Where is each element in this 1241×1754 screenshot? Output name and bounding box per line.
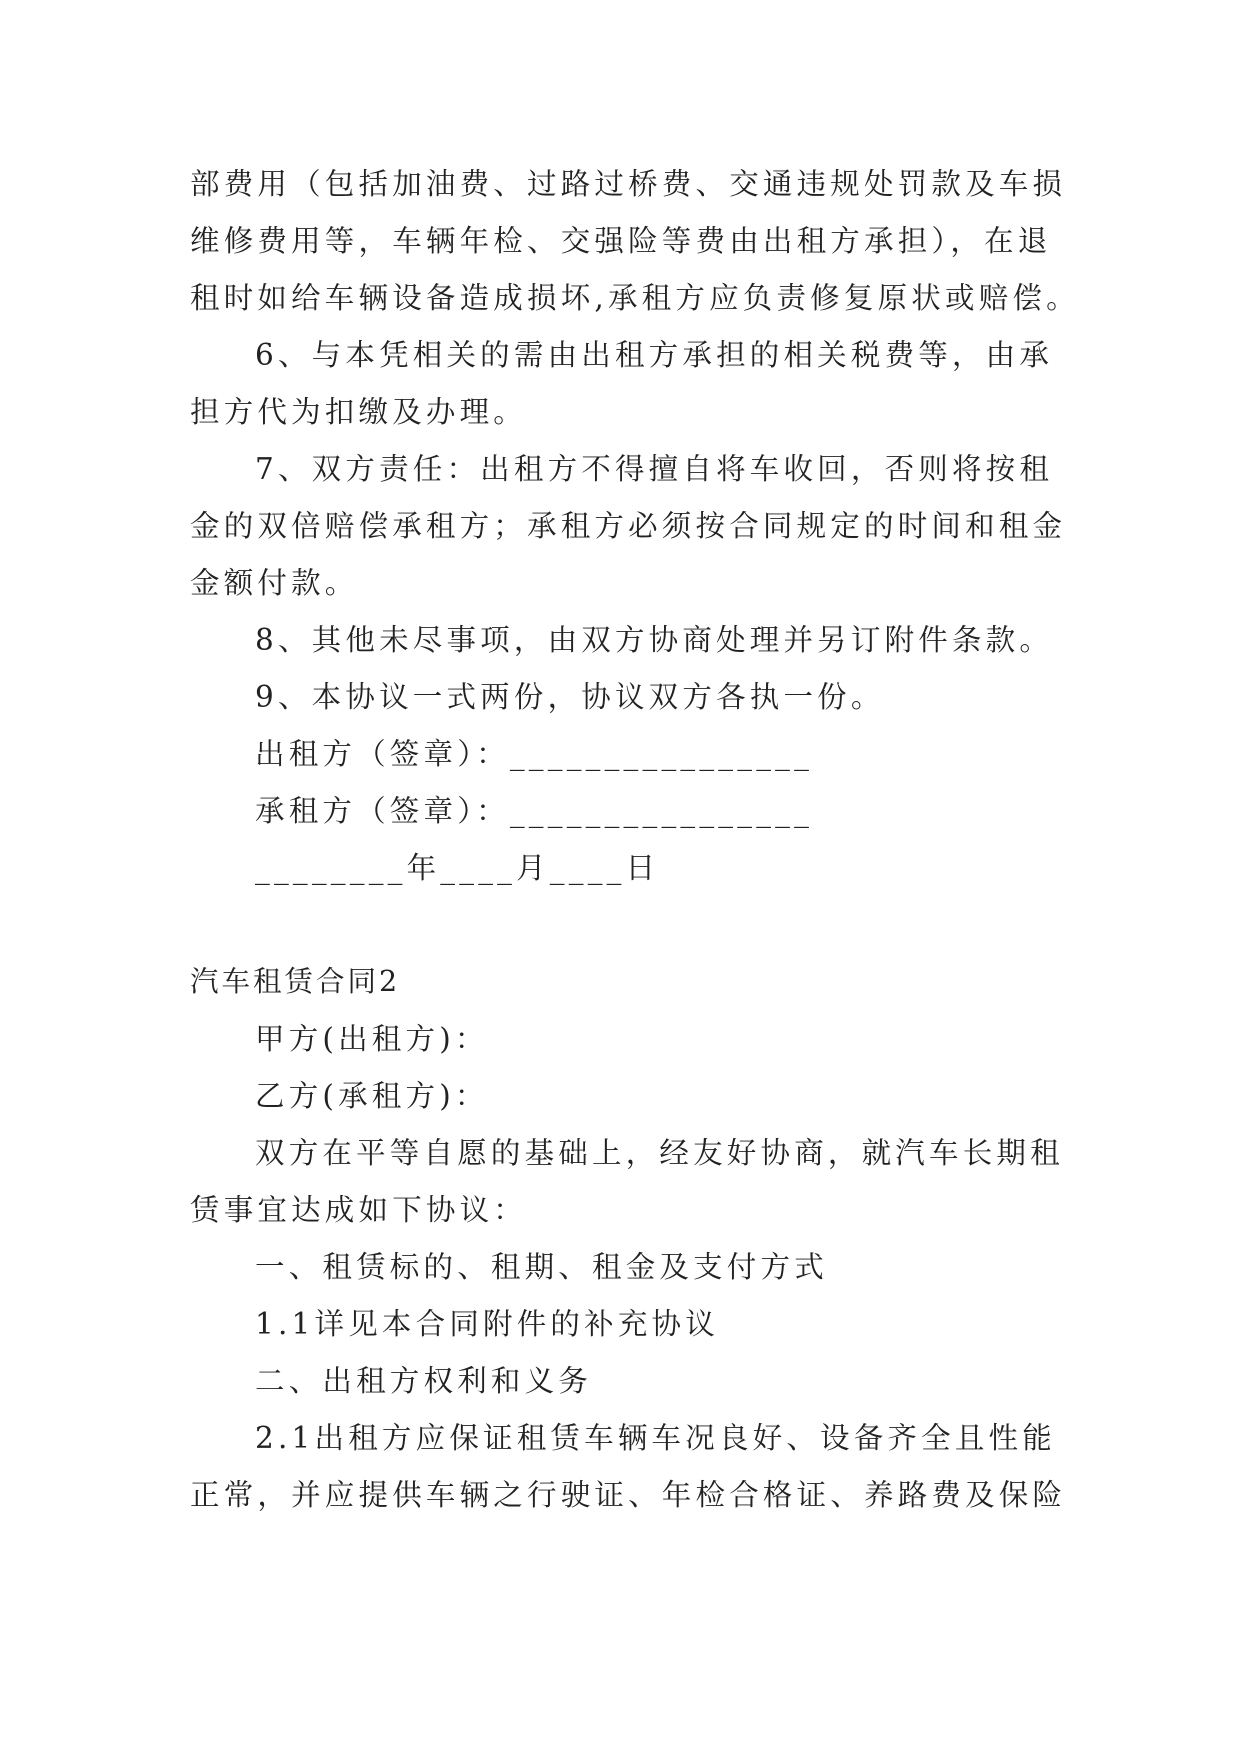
paragraph-line: 金的双倍赔偿承租方；承租方必须按合同规定的时间和租金: [190, 509, 1067, 543]
paragraph-line: 金额付款。: [190, 566, 359, 600]
paragraph-line: 正常，并应提供车辆之行驶证、年检合格证、养路费及保险: [190, 1478, 1067, 1512]
party-b-line: 乙方(承租方)：: [255, 1079, 489, 1113]
section-heading: 二、出租方权利和义务: [255, 1364, 593, 1398]
clause-9-line: 9、本协议一式两份，协议双方各执一份。: [255, 680, 885, 714]
section-heading: 一、租赁标的、租期、租金及支付方式: [255, 1250, 828, 1284]
date-line: ________年____月____日: [255, 851, 660, 885]
party-a-line: 甲方(出租方)：: [255, 1022, 489, 1056]
lessee-signature-line: 承租方（签章）：________________: [255, 794, 814, 828]
paragraph-line: 维修费用等，车辆年检、交强险等费由出租方承担），在退: [190, 224, 1052, 258]
paragraph-line: 部费用（包括加油费、过路过桥费、交通违规处罚款及车损: [190, 167, 1067, 201]
preamble-line: 赁事宜达成如下协议：: [190, 1193, 528, 1227]
clause-6-line: 6、与本凭相关的需由出租方承担的相关税费等，由承: [255, 338, 1054, 372]
paragraph-line: 担方代为扣缴及办理。: [190, 395, 528, 429]
clause-2-1-line: 2.1出租方应保证租赁车辆车况良好、设备齐全且性能: [255, 1421, 1056, 1455]
preamble-line: 双方在平等自愿的基础上，经友好协商，就汽车长期租: [255, 1136, 1064, 1170]
lessor-signature-line: 出租方（签章）：________________: [255, 737, 814, 771]
clause-8-line: 8、其他未尽事项，由双方协商处理并另订附件条款。: [255, 623, 1054, 657]
clause-7-line: 7、双方责任：出租方不得擅自将车收回，否则将按租: [255, 452, 1054, 486]
paragraph-line: 租时如给车辆设备造成损坏,承租方应负责修复原状或赔偿。: [190, 281, 1080, 315]
contract-title: 汽车租赁合同2: [190, 965, 401, 998]
clause-1-1-line: 1.1详见本合同附件的补充协议: [255, 1307, 719, 1341]
